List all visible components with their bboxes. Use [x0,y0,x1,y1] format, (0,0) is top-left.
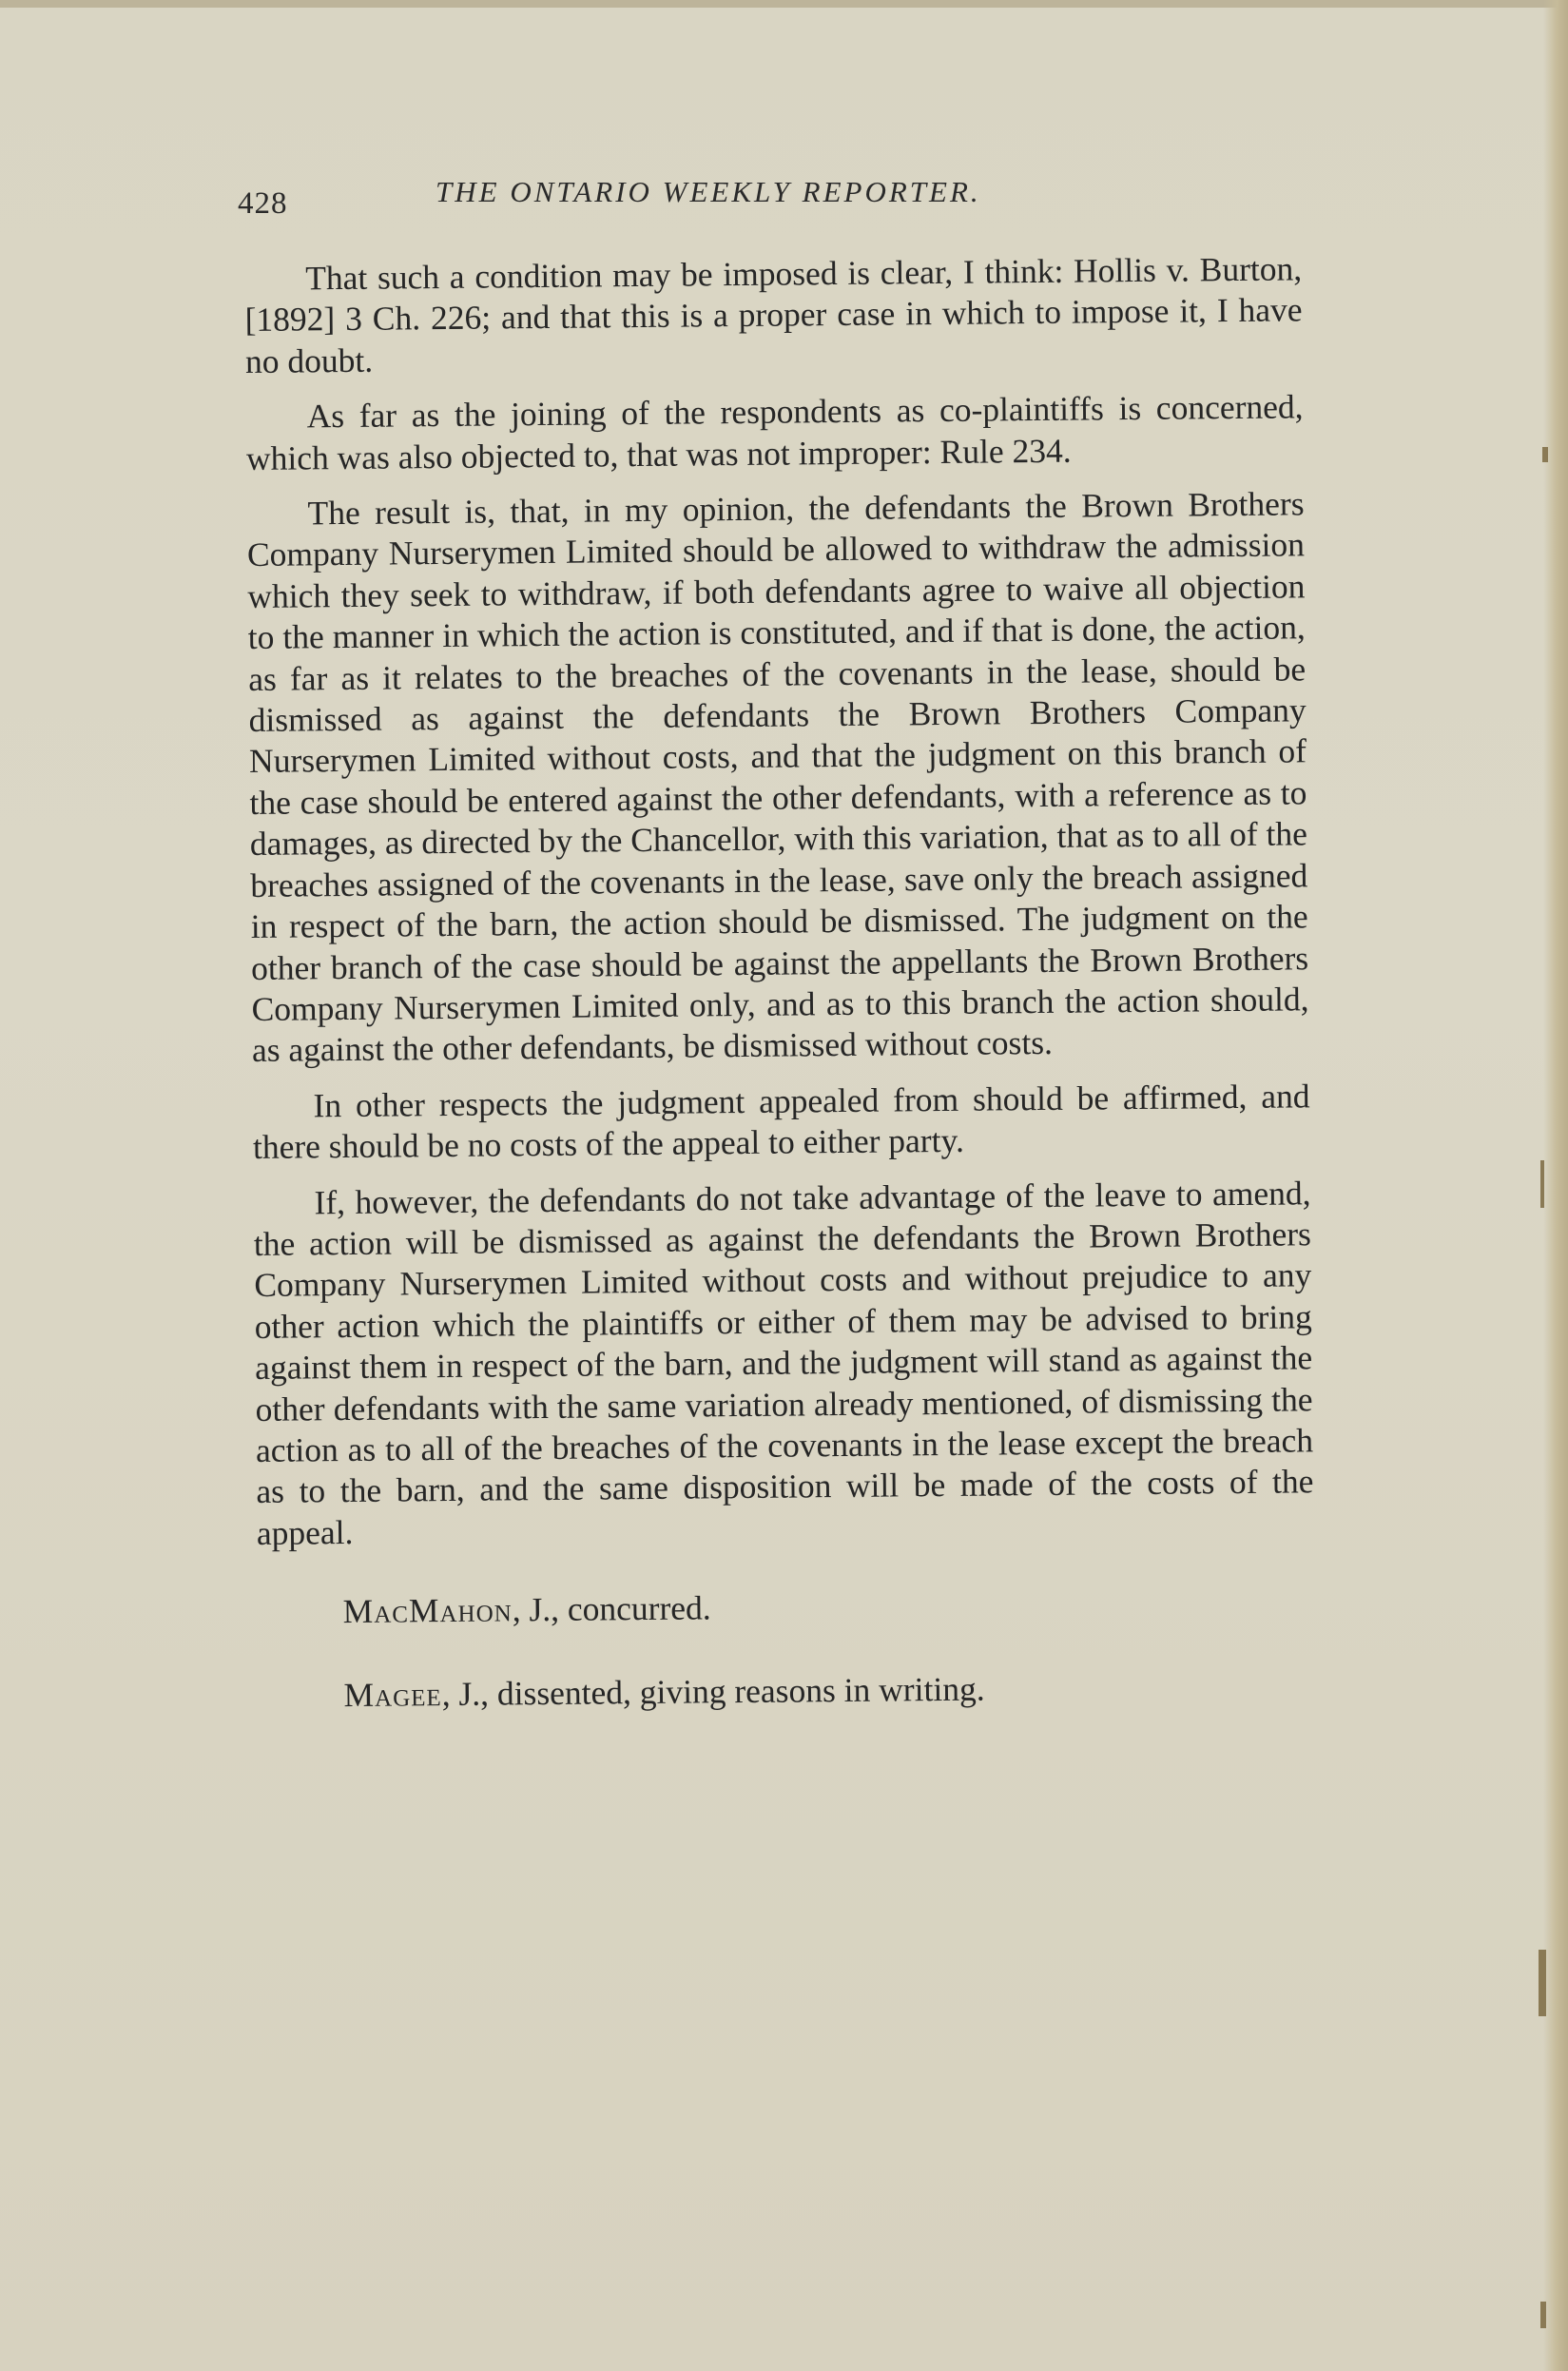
running-head: THE ONTARIO WEEKLY REPORTER. [436,175,981,208]
judge-name: Magee [343,1674,442,1714]
page-header [238,169,1312,226]
page-top-edge [0,0,1568,8]
judge-name: MacMahon [342,1590,513,1631]
page-number: 428 [238,186,288,221]
margin-mark [1542,447,1548,462]
judge-concurrence [257,1582,1314,1633]
judge-statement: , J., dissented, giving reasons in writing. [441,1669,985,1713]
paragraph-result: The result is, that, in my opinion, the defendants the Brown Brothers Company Nurserymen Limited should be allowed to withdraw the admission which they seek to withdraw, if both defendants agree to waive all objection to the manner in which the action is constituted, and if that is done, the action, as far as it relates to the breaches of the covenants in the lease, should be dismissed as against the defendants the Brown Brothers Company Nurserymen Limited without costs, and that the judgment on this branch of the case should be entered against the other defendants, with a reference as to damages, as directed by the Chancellor, with this variation, that as to all of the breaches assigned of the covenants in the lease, save only the breach assigned in respect of the barn, the action should be dismissed. The judgment on the other branch of the case should be against the appellants the Brown Brothers Company Nurserymen Limited only, and as to this branch the action should, as against the other defendants, be dismissed without costs. [246,484,1309,1070]
paragraph-leave-to-amend: If, however, the defendants do not take advantage of the leave to amend, the action will be dismissed as against the defendants the Brown Brothers Company Nurserymen Limited without costs and without prejudice to any other action which the plaintiffs or either of them may be advised to bring against them in respect of the barn, and the judgment will stand as against the other defendants with the same variation already mentioned, of dismissing the action as to all of the breaches of the covenants in the lease except the breach as to the barn, and the same disposition will be made of the costs of the appeal. [253,1173,1314,1552]
margin-mark [1540,2302,1546,2328]
body-text [244,248,1316,1717]
judge-statement: , J., concurred. [512,1588,711,1629]
margin-mark [1540,1160,1544,1208]
paragraph-other-respects: In other respects the judgment appealed from should be affirmed, and there should be no costs of the appeal to either party. [252,1077,1310,1167]
margin-mark [1539,1950,1546,2016]
paragraph-condition: That such a condition may be imposed is clear, I think: Hollis v. Burton, [1892] 3 Ch. 226; and that this is a proper case in which to impose it, I have no doubt. [244,249,1303,380]
judge-dissent [258,1665,1315,1717]
page-right-edge [1543,0,1568,2371]
paragraph-co-plaintiffs: As far as the joining of the respondents as co-plaintiffs is concerned, which was also objected to, that was not improper: Rule 234. [245,387,1304,477]
